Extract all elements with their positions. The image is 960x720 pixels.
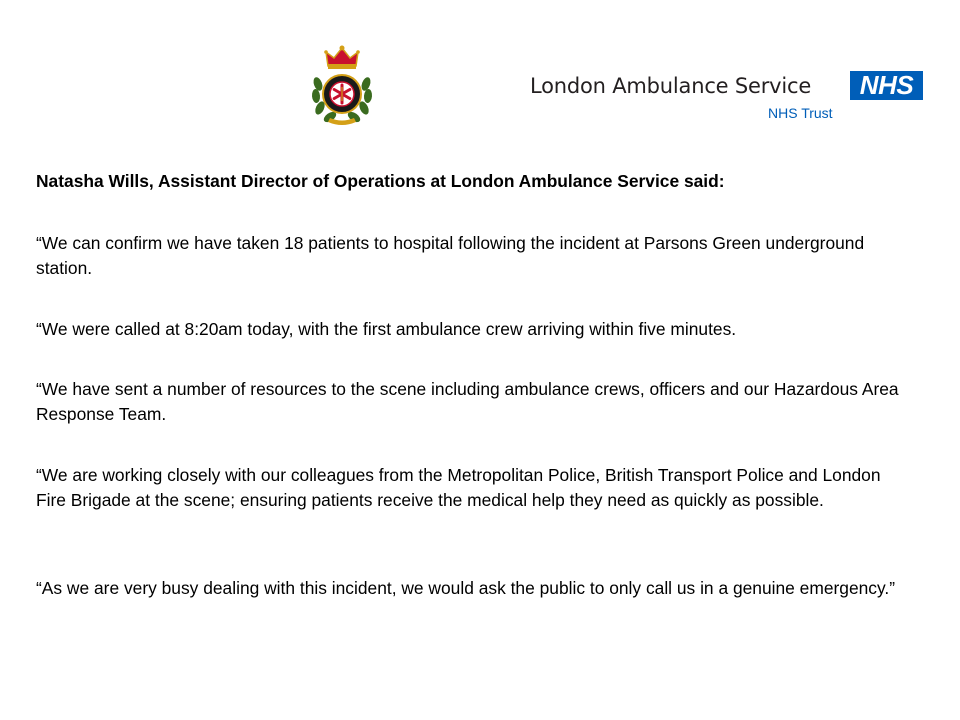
statement-paragraph: “We can confirm we have taken 18 patients to hospital following the incident at Parsons Green underground station.: [36, 233, 865, 278]
organisation-logo: [528, 68, 928, 124]
organisation-name: London Ambulance Service: [530, 74, 812, 98]
nhs-logo: NHS: [850, 71, 923, 100]
speaker-line: Natasha Wills, Assistant Director of Operations at London Ambulance Service said:: [36, 171, 725, 191]
statement-paragraph: “As we are very busy dealing with this incident, we would ask the public to only call us in a genuine emergency.”: [36, 578, 896, 598]
ambulance-crest-icon: [310, 44, 374, 128]
statement-paragraph: “We were called at 8:20am today, with the first ambulance crew arriving within five minutes.: [36, 319, 737, 339]
statement-paragraph: “We have sent a number of resources to the scene including ambulance crews, officers and our Hazardous Area Response Team.: [36, 379, 899, 424]
nhs-trust-label: NHS Trust: [768, 105, 833, 121]
crown-icon: [324, 46, 360, 70]
statement-paragraph: “We are working closely with our colleagues from the Metropolitan Police, British Transport Police and London Fire Brigade at the scene; ensuring patients receive the medical help they need as quickly as possible.: [36, 465, 881, 510]
